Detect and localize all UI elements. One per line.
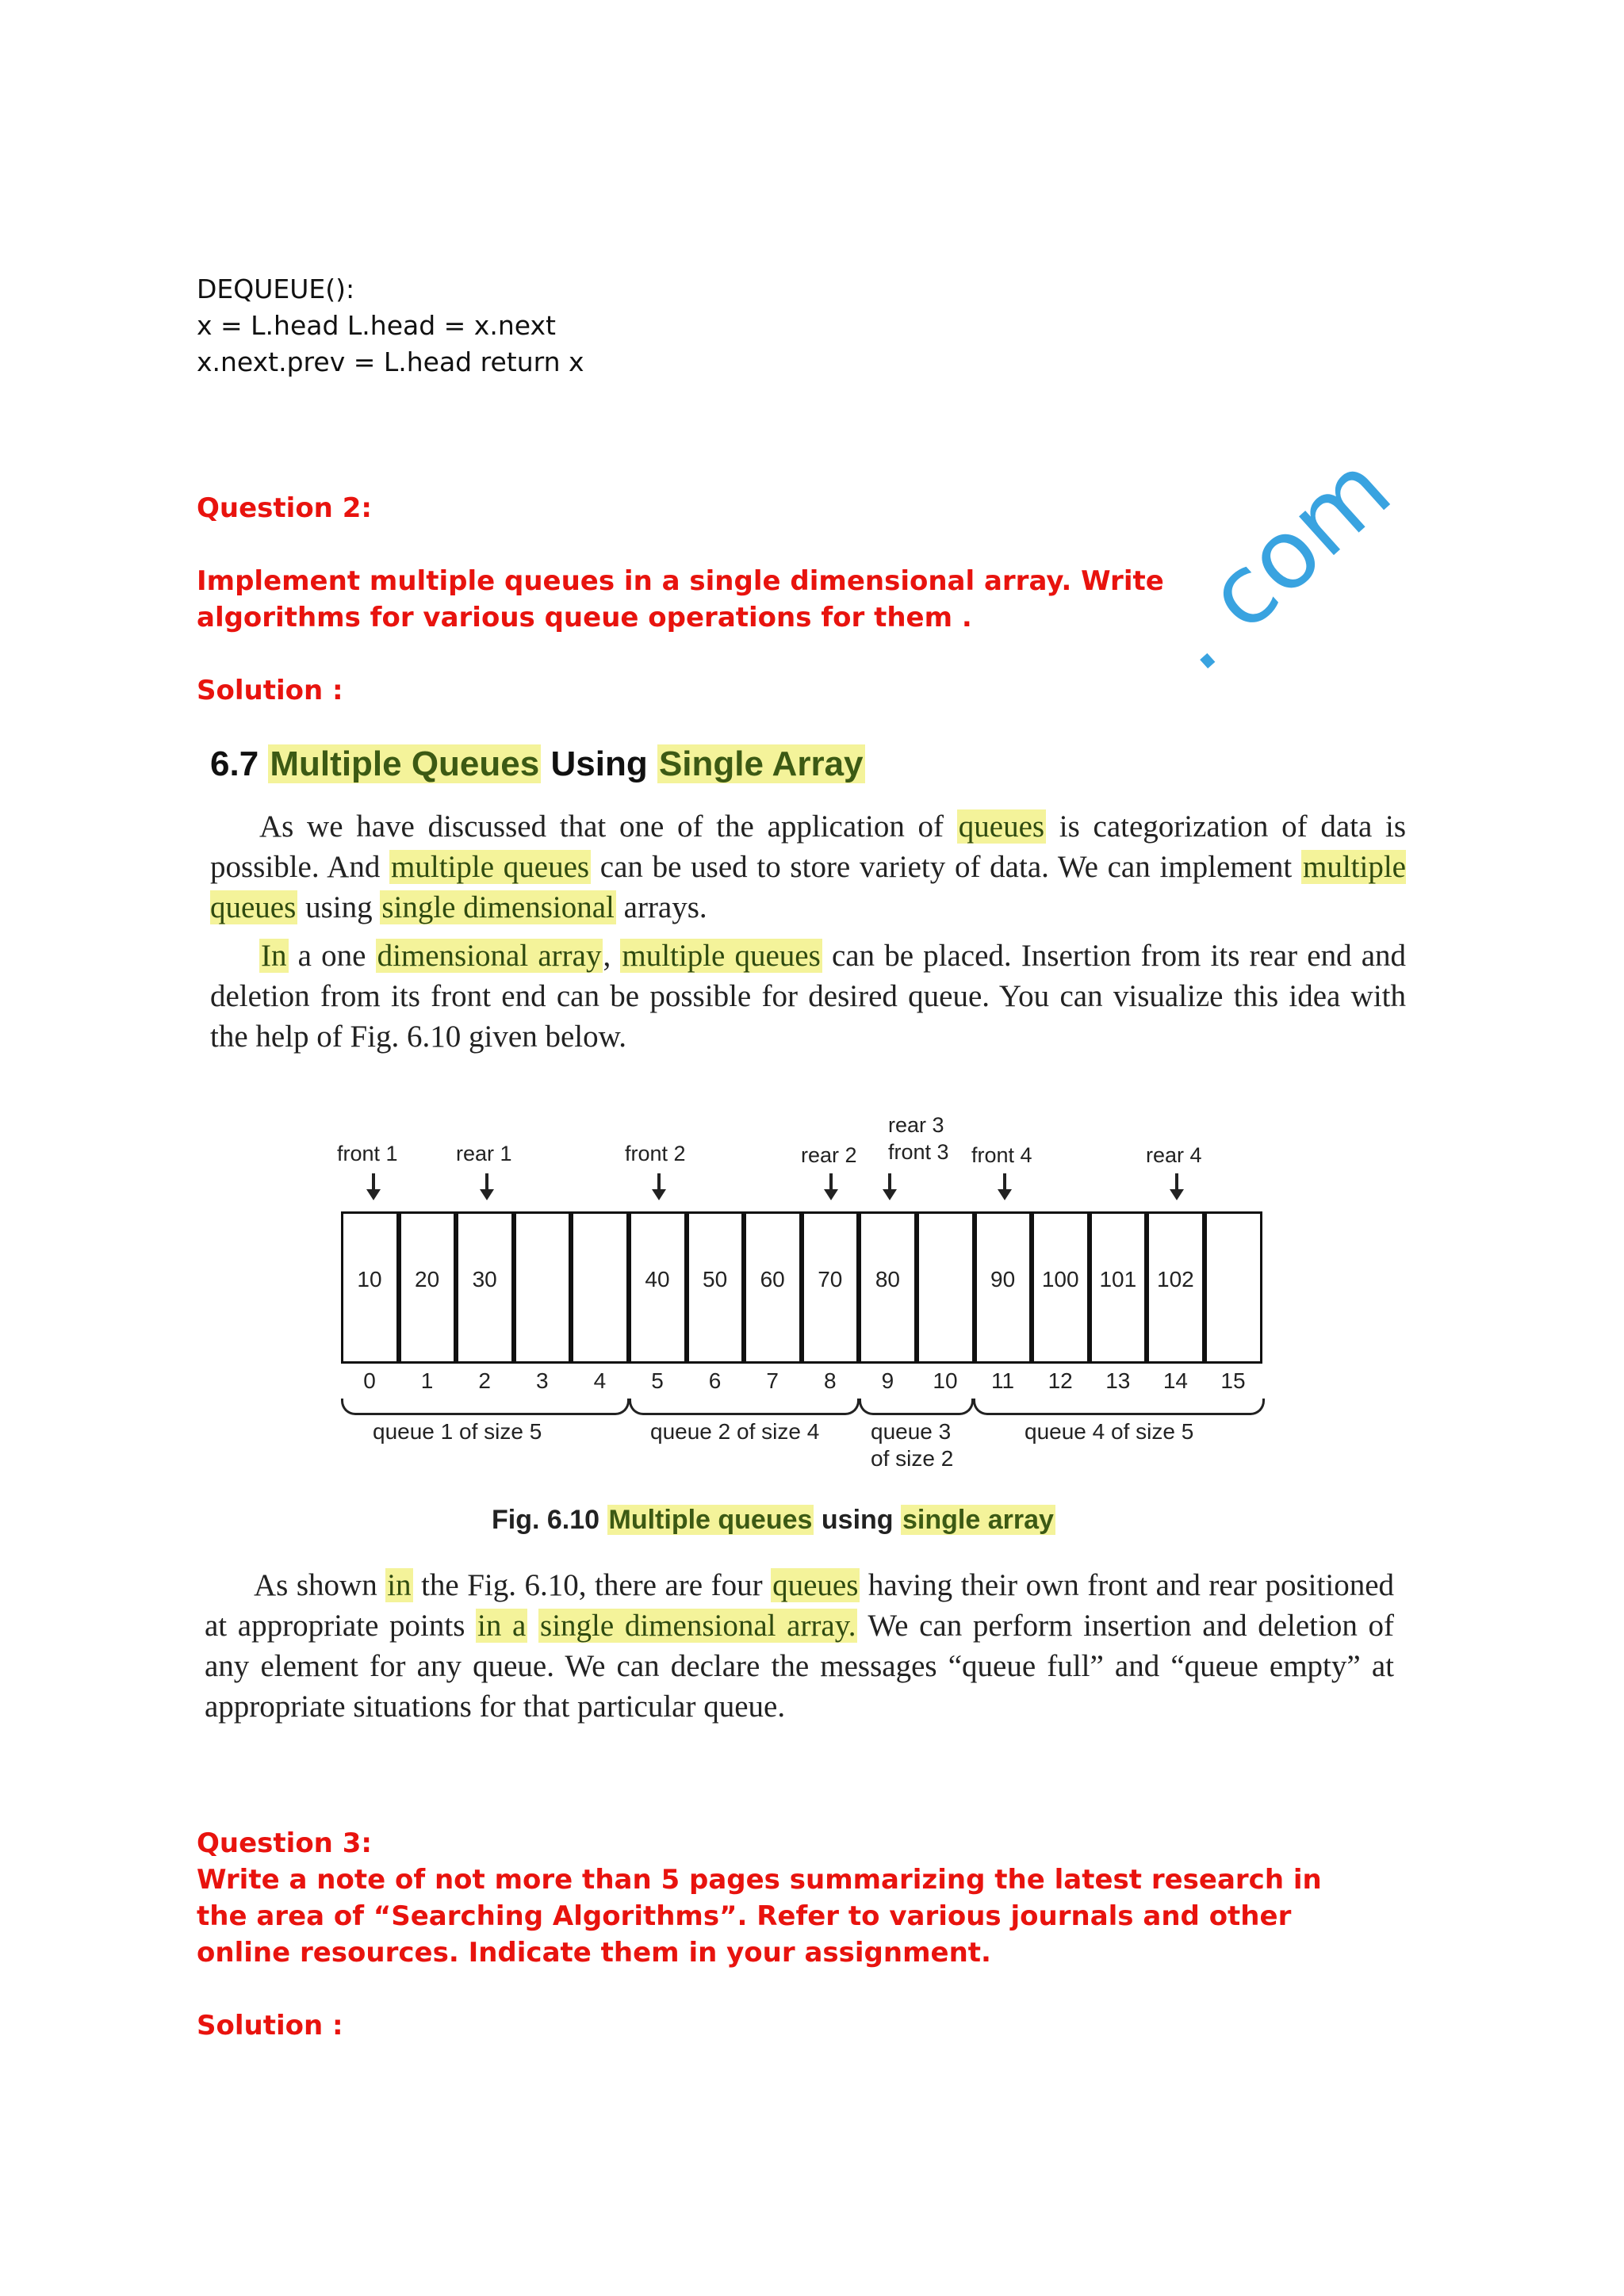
array-index: 1 [420,1368,434,1393]
arrow-front-2 [657,1173,661,1191]
array-index: 14 [1162,1368,1188,1393]
p3-text-c: the Fig. 6.10, there are four [412,1568,772,1602]
p3-hl-b: in [387,1568,412,1602]
section-word-single-array: Single Array [658,744,864,783]
question-2-prompt: Implement multiple queues in a single dimensional array. Write algorithms for various queue operations for them . [197,565,1164,633]
section-number: 6.7 [210,744,259,783]
array-cell [1205,1211,1262,1364]
p1-text-c: is categorization of data is possible. And [210,809,1406,884]
paragraph-2 [210,936,1406,1057]
arrow-rear-1 [485,1173,488,1191]
p1-hl-h: single dimensional [381,890,615,924]
arrow-rear-4 [1175,1173,1178,1191]
code-line-2: x = L.head L.head = x.next [197,310,556,341]
array-cell-value: 90 [990,1267,1016,1292]
array-index: 4 [593,1368,607,1393]
brace-queue-3 [859,1399,974,1415]
paragraph-1 [210,806,1406,928]
array-cell-value: 20 [415,1267,440,1292]
p2-hl-c: dimensional array [377,939,602,973]
brace-queue-2 [629,1399,860,1415]
p2-hl-e: multiple queues [622,939,821,973]
array-index: 5 [651,1368,664,1393]
caption-using: using [821,1505,894,1535]
label-front-3: front 3 [888,1140,949,1164]
question-3-title: Question 3: [197,1827,372,1859]
array-cell [514,1211,572,1364]
caption-fig-number: Fig. 6.10 [492,1505,600,1535]
section-heading [210,744,865,784]
label-queue-3: queue 3 [871,1419,952,1444]
p3-text-g [527,1609,538,1643]
arrow-rear-front-3 [888,1173,891,1191]
p2-text-b: a one [288,939,376,973]
p1-text-g: using [297,890,381,924]
p2-text-d: , [603,939,621,973]
p2-text-f: can be placed. Insertion from its rear end and deletion from its front end can be possible for desired queue. You can visualize this idea with the help of Fig. 6.10 given below. [210,939,1407,1054]
array-index: 9 [881,1368,894,1393]
array-index: 13 [1105,1368,1131,1393]
p3-hl-d: queues [772,1568,859,1602]
p1-hl-b: queues [958,809,1045,844]
array-index: 2 [478,1368,491,1393]
arrow-rear-2 [829,1173,833,1191]
array-index: 11 [991,1368,1015,1393]
code-line-3: x.next.prev = L.head return x [197,346,584,377]
label-rear-2: rear 2 [801,1143,857,1167]
array-index: 8 [824,1368,837,1393]
array-cell-value: 100 [1041,1267,1079,1292]
brace-queue-4 [973,1399,1265,1415]
array-index: 12 [1048,1368,1073,1393]
question-3-prompt: Write a note of not more than 5 pages summarizing the latest research in the area of “Searching Algorithms”. Refer to various journals and other online resources. Indicate them in your assignment. [197,1864,1322,1969]
p1-text-i: arrays. [615,890,707,924]
array-index: 6 [708,1368,722,1393]
array-cell-value: 50 [703,1267,728,1292]
array-index: 0 [363,1368,376,1393]
array-cell-value: 70 [818,1267,843,1292]
array-cell-value: 60 [760,1267,785,1292]
array-cell [917,1211,975,1364]
p1-hl-f: multiple queues [210,850,1406,924]
figure-caption [492,1505,1055,1536]
caption-single-array: single array [902,1505,1054,1535]
caption-multiple-queues: Multiple queues [608,1505,813,1535]
array-cell-value: 30 [472,1267,497,1292]
array-cell [571,1211,629,1364]
watermark-text: . com [1142,434,1412,693]
label-front-4: front 4 [971,1143,1032,1167]
array-index: 15 [1220,1368,1246,1393]
label-front-2: front 2 [625,1142,686,1165]
p3-text-a: As shown [254,1568,386,1602]
question-3-solution: Solution : [197,2010,343,2042]
label-front-1: front 1 [337,1142,398,1165]
label-rear-1: rear 1 [456,1142,512,1165]
array-cell-value: 40 [645,1267,670,1292]
array-index: 7 [766,1368,779,1393]
array-index: 10 [933,1368,958,1393]
label-queue-3-size: of size 2 [871,1446,954,1471]
brace-queue-1 [341,1399,630,1415]
label-queue-2: queue 2 of size 4 [650,1419,820,1444]
paragraph-3 [205,1565,1394,1727]
question-2-title: Question 2: [197,492,372,524]
array-index: 3 [536,1368,549,1393]
p1-text-a: As we have discussed that one of the application of [259,809,957,844]
array-cell-value: 102 [1157,1267,1194,1292]
label-queue-1: queue 1 of size 5 [373,1419,542,1444]
array-cell-value: 101 [1099,1267,1137,1292]
array-cell-value: 10 [357,1267,382,1292]
label-rear-3: rear 3 [888,1113,944,1137]
section-word-using: Using [550,744,648,783]
arrow-front-4 [1003,1173,1006,1191]
p3-text-e: having their own front and rear positioned at appropriate points [205,1568,1394,1643]
p1-hl-d: multiple queues [391,850,590,884]
label-queue-4: queue 4 of size 5 [1025,1419,1194,1444]
array-cell-value: 80 [875,1267,900,1292]
question-2-solution: Solution : [197,675,343,706]
p1-text-e: can be used to store variety of data. We can implement [591,850,1301,884]
arrow-front-1 [372,1173,375,1191]
p3-text-i: We can perform insertion and deletion of any element for any queue. We can declare the messages “queue full” and “queue empty” at appropriate situations for that particular queue. [205,1609,1395,1724]
p3-hl-h: single dimensional array. [540,1609,856,1643]
p2-hl-a: In [261,939,287,973]
label-rear-4: rear 4 [1146,1143,1202,1167]
p3-hl-f: in a [477,1609,527,1643]
code-line-1: DEQUEUE(): [197,274,355,304]
section-word-multiple-queues: Multiple Queues [270,744,540,783]
